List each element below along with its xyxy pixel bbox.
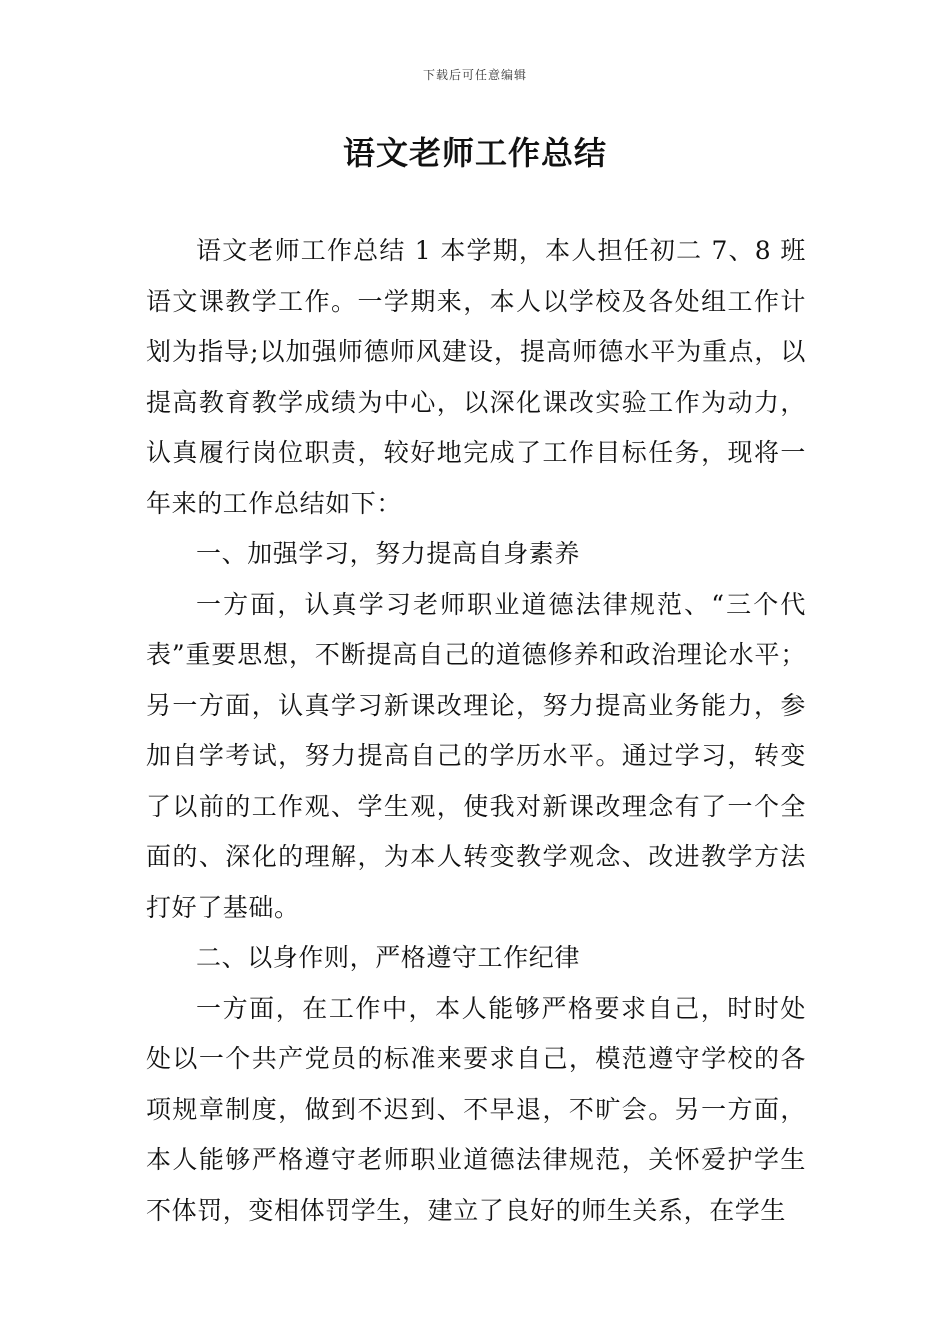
paragraph-section-1: 一方面，认真学习老师职业道德法律规范、“三个代表”重要思想，不断提高自己的道德修养和政治理论水平；另一方面，认真学习新课改理论，努力提高业务能力，参加自学考试，努力提高自己的学历水平。通过学习，转变了以前的工作观、学生观，使我对新课改理念有了一个全面的、深化的理解，为本人转变教学观念、改进教学方法打好了基础。 [146, 589, 806, 922]
document-body [146, 226, 806, 1236]
header-note: 下载后可任意编辑 [422, 68, 527, 82]
section-heading-1: 一、加强学习，努力提高自身素养 [196, 539, 581, 568]
paragraph-intro: 语文老师工作总结 1 本学期，本人担任初二 7、8 班语文课教学工作。一学期来，本人以学校及各处组工作计划为指导;以加强师德师风建设，提高师德水平为重点，以提高教育教学成绩为中心，以深化课改实验工作为动力，认真履行岗位职责，较好地完成了工作目标任务，现将一年来的工作总结如下： [146, 236, 806, 518]
document-title: 语文老师工作总结 [342, 134, 607, 172]
paragraph-section-2: 一方面，在工作中，本人能够严格要求自己，时时处处以一个共产党员的标准来要求自己，模范遵守学校的各项规章制度，做到不迟到、不早退，不旷会。另一方面，本人能够严格遵守老师职业道德法律规范，关怀爱护学生不体罚，变相体罚学生，建立了良好的师生关系，在学生 [146, 993, 806, 1225]
section-heading-2: 二、以身作则，严格遵守工作纪律 [196, 943, 581, 972]
